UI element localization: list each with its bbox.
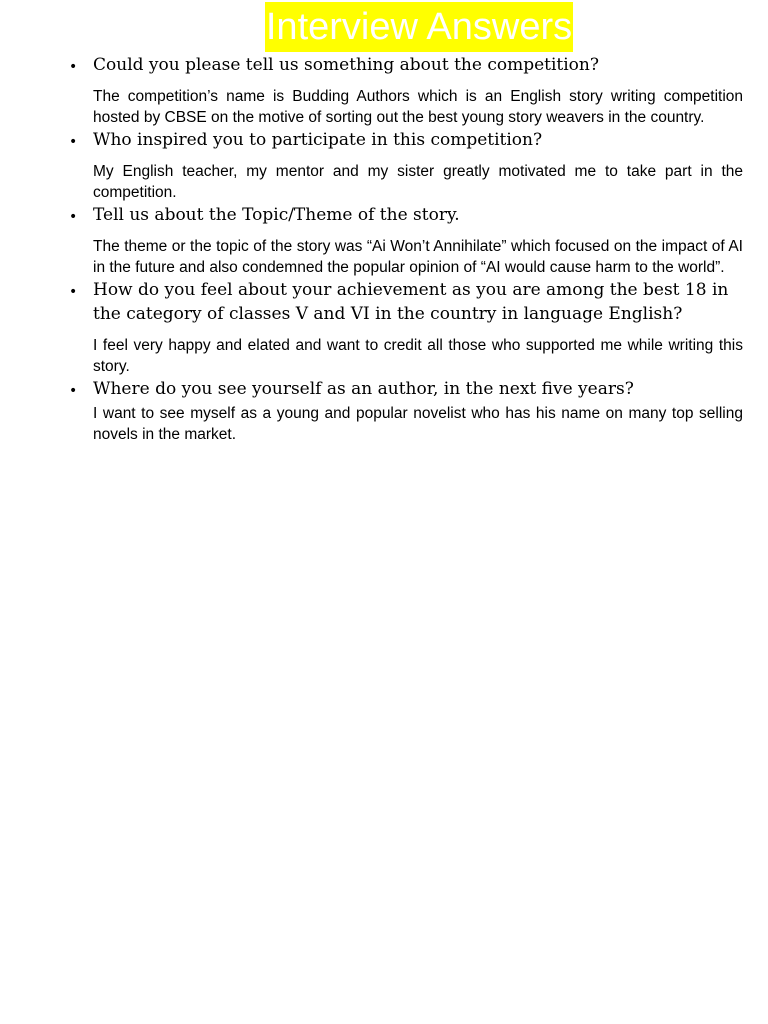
bullet-icon: •: [69, 209, 78, 225]
answer-text: I feel very happy and elated and want to credit all those who supported me while writing this story.: [93, 337, 743, 375]
title-container: [0, 2, 768, 52]
answer-text: The competition’s name is Budding Authors which is an English story writing competition hosted by CBSE on the motive of sorting out the best young story weavers in the country.: [93, 88, 743, 126]
qa-list: [69, 53, 743, 445]
bullet-icon: •: [69, 284, 78, 300]
bullet-icon: •: [69, 134, 78, 150]
qa-item: [69, 203, 743, 278]
question-text: How do you feel about your achievement as you are among the best 18 in the category of classes V and VI in the country in language English?: [93, 280, 729, 324]
answer-text: I want to see myself as a young and popular novelist who has his name on many top selling novels in the market.: [93, 405, 743, 443]
answer-text: The theme or the topic of the story was “Ai Won’t Annihilate” which focused on the impact of AI in the future and also condemned the popular opinion of “AI would cause harm to the world”.: [93, 238, 743, 276]
qa-item: [69, 128, 743, 203]
question-text: Tell us about the Topic/Theme of the story.: [93, 205, 460, 225]
question-text: Could you please tell us something about the competition?: [93, 55, 599, 75]
bullet-icon: •: [69, 383, 78, 399]
qa-item: [69, 278, 743, 377]
question-text: Where do you see yourself as an author, in the next five years?: [93, 379, 634, 399]
answer-text: My English teacher, my mentor and my sister greatly motivated me to take part in the competition.: [93, 163, 743, 201]
document-title: Interview Answers: [265, 2, 573, 52]
bullet-icon: •: [69, 59, 78, 75]
qa-item: [69, 53, 743, 128]
qa-item: [69, 377, 743, 445]
question-text: Who inspired you to participate in this competition?: [93, 130, 543, 150]
